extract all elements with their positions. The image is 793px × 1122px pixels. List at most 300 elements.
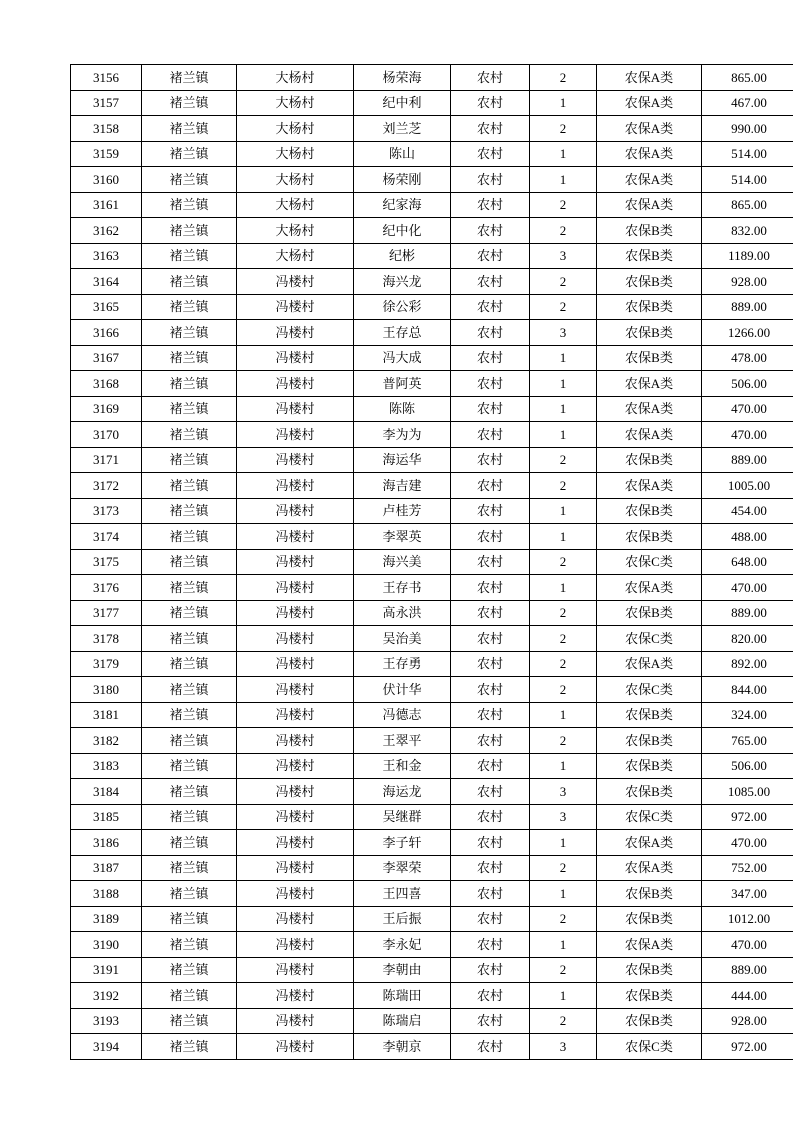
cell-household-type: 农村 bbox=[451, 932, 530, 958]
cell-person-count: 2 bbox=[530, 651, 597, 677]
cell-household-type: 农村 bbox=[451, 881, 530, 907]
table-row bbox=[71, 345, 793, 371]
cell-household-type: 农村 bbox=[451, 371, 530, 397]
table-row bbox=[71, 626, 793, 652]
cell-person-count: 1 bbox=[530, 498, 597, 524]
cell-town: 褚兰镇 bbox=[142, 881, 237, 907]
cell-person-count: 2 bbox=[530, 626, 597, 652]
cell-amount: 889.00 bbox=[702, 600, 793, 626]
cell-household-type: 农村 bbox=[451, 626, 530, 652]
cell-town: 褚兰镇 bbox=[142, 651, 237, 677]
cell-name: 吴继群 bbox=[354, 804, 451, 830]
cell-amount: 444.00 bbox=[702, 983, 793, 1009]
cell-category: 农保A类 bbox=[597, 855, 702, 881]
cell-town: 褚兰镇 bbox=[142, 320, 237, 346]
cell-category: 农保B类 bbox=[597, 294, 702, 320]
cell-id: 3166 bbox=[71, 320, 142, 346]
cell-village: 冯楼村 bbox=[237, 371, 354, 397]
table-row bbox=[71, 218, 793, 244]
cell-id: 3185 bbox=[71, 804, 142, 830]
cell-name: 杨荣海 bbox=[354, 65, 451, 91]
cell-person-count: 1 bbox=[530, 881, 597, 907]
cell-id: 3186 bbox=[71, 830, 142, 856]
cell-town: 褚兰镇 bbox=[142, 575, 237, 601]
cell-amount: 889.00 bbox=[702, 447, 793, 473]
cell-category: 农保B类 bbox=[597, 498, 702, 524]
table-row bbox=[71, 498, 793, 524]
cell-village: 大杨村 bbox=[237, 167, 354, 193]
cell-town: 褚兰镇 bbox=[142, 473, 237, 499]
cell-town: 褚兰镇 bbox=[142, 830, 237, 856]
cell-amount: 765.00 bbox=[702, 728, 793, 754]
cell-village: 冯楼村 bbox=[237, 906, 354, 932]
cell-amount: 470.00 bbox=[702, 422, 793, 448]
cell-person-count: 2 bbox=[530, 906, 597, 932]
cell-village: 大杨村 bbox=[237, 141, 354, 167]
cell-name: 李朝由 bbox=[354, 957, 451, 983]
cell-household-type: 农村 bbox=[451, 294, 530, 320]
table-row bbox=[71, 396, 793, 422]
table-row bbox=[71, 141, 793, 167]
cell-category: 农保A类 bbox=[597, 116, 702, 142]
cell-household-type: 农村 bbox=[451, 345, 530, 371]
cell-village: 大杨村 bbox=[237, 243, 354, 269]
cell-category: 农保A类 bbox=[597, 830, 702, 856]
cell-category: 农保A类 bbox=[597, 575, 702, 601]
cell-household-type: 农村 bbox=[451, 575, 530, 601]
cell-town: 褚兰镇 bbox=[142, 702, 237, 728]
cell-household-type: 农村 bbox=[451, 447, 530, 473]
cell-amount: 889.00 bbox=[702, 957, 793, 983]
cell-category: 农保C类 bbox=[597, 626, 702, 652]
cell-name: 海运华 bbox=[354, 447, 451, 473]
cell-village: 冯楼村 bbox=[237, 447, 354, 473]
cell-id: 3160 bbox=[71, 167, 142, 193]
cell-household-type: 农村 bbox=[451, 320, 530, 346]
cell-id: 3176 bbox=[71, 575, 142, 601]
cell-category: 农保B类 bbox=[597, 524, 702, 550]
cell-village: 冯楼村 bbox=[237, 320, 354, 346]
cell-person-count: 2 bbox=[530, 269, 597, 295]
cell-person-count: 2 bbox=[530, 447, 597, 473]
cell-town: 褚兰镇 bbox=[142, 65, 237, 91]
cell-category: 农保B类 bbox=[597, 957, 702, 983]
cell-amount: 470.00 bbox=[702, 575, 793, 601]
table-row bbox=[71, 371, 793, 397]
cell-category: 农保A类 bbox=[597, 167, 702, 193]
cell-amount: 1266.00 bbox=[702, 320, 793, 346]
cell-name: 王和金 bbox=[354, 753, 451, 779]
cell-name: 海兴龙 bbox=[354, 269, 451, 295]
cell-name: 冯大成 bbox=[354, 345, 451, 371]
cell-household-type: 农村 bbox=[451, 677, 530, 703]
cell-id: 3190 bbox=[71, 932, 142, 958]
cell-id: 3171 bbox=[71, 447, 142, 473]
cell-amount: 648.00 bbox=[702, 549, 793, 575]
cell-id: 3178 bbox=[71, 626, 142, 652]
cell-town: 褚兰镇 bbox=[142, 294, 237, 320]
cell-town: 褚兰镇 bbox=[142, 269, 237, 295]
cell-category: 农保B类 bbox=[597, 779, 702, 805]
cell-amount: 1085.00 bbox=[702, 779, 793, 805]
cell-village: 冯楼村 bbox=[237, 549, 354, 575]
cell-id: 3156 bbox=[71, 65, 142, 91]
cell-category: 农保C类 bbox=[597, 804, 702, 830]
cell-village: 冯楼村 bbox=[237, 269, 354, 295]
cell-amount: 972.00 bbox=[702, 804, 793, 830]
cell-household-type: 农村 bbox=[451, 1034, 530, 1060]
cell-town: 褚兰镇 bbox=[142, 600, 237, 626]
cell-category: 农保B类 bbox=[597, 320, 702, 346]
cell-person-count: 2 bbox=[530, 677, 597, 703]
table-row bbox=[71, 1008, 793, 1034]
cell-id: 3170 bbox=[71, 422, 142, 448]
cell-name: 冯德志 bbox=[354, 702, 451, 728]
cell-id: 3167 bbox=[71, 345, 142, 371]
table-row bbox=[71, 753, 793, 779]
cell-person-count: 2 bbox=[530, 855, 597, 881]
cell-town: 褚兰镇 bbox=[142, 983, 237, 1009]
cell-amount: 1005.00 bbox=[702, 473, 793, 499]
cell-name: 纪彬 bbox=[354, 243, 451, 269]
table-row bbox=[71, 983, 793, 1009]
cell-household-type: 农村 bbox=[451, 855, 530, 881]
table-row bbox=[71, 90, 793, 116]
cell-town: 褚兰镇 bbox=[142, 422, 237, 448]
cell-category: 农保B类 bbox=[597, 728, 702, 754]
cell-name: 王存勇 bbox=[354, 651, 451, 677]
cell-amount: 506.00 bbox=[702, 753, 793, 779]
cell-household-type: 农村 bbox=[451, 728, 530, 754]
cell-person-count: 1 bbox=[530, 830, 597, 856]
cell-id: 3157 bbox=[71, 90, 142, 116]
table-row bbox=[71, 600, 793, 626]
cell-person-count: 3 bbox=[530, 804, 597, 830]
cell-village: 冯楼村 bbox=[237, 1034, 354, 1060]
cell-amount: 1189.00 bbox=[702, 243, 793, 269]
cell-id: 3189 bbox=[71, 906, 142, 932]
cell-amount: 470.00 bbox=[702, 932, 793, 958]
cell-amount: 990.00 bbox=[702, 116, 793, 142]
cell-amount: 832.00 bbox=[702, 218, 793, 244]
cell-category: 农保A类 bbox=[597, 651, 702, 677]
cell-household-type: 农村 bbox=[451, 396, 530, 422]
table-row bbox=[71, 192, 793, 218]
cell-name: 海吉建 bbox=[354, 473, 451, 499]
table-row bbox=[71, 116, 793, 142]
table-body bbox=[71, 65, 793, 1060]
cell-amount: 889.00 bbox=[702, 294, 793, 320]
table-row bbox=[71, 957, 793, 983]
cell-amount: 488.00 bbox=[702, 524, 793, 550]
cell-person-count: 1 bbox=[530, 167, 597, 193]
cell-id: 3184 bbox=[71, 779, 142, 805]
cell-town: 褚兰镇 bbox=[142, 779, 237, 805]
cell-category: 农保A类 bbox=[597, 932, 702, 958]
cell-town: 褚兰镇 bbox=[142, 804, 237, 830]
cell-amount: 1012.00 bbox=[702, 906, 793, 932]
cell-category: 农保C类 bbox=[597, 549, 702, 575]
cell-category: 农保A类 bbox=[597, 90, 702, 116]
cell-category: 农保A类 bbox=[597, 422, 702, 448]
cell-category: 农保A类 bbox=[597, 141, 702, 167]
cell-category: 农保C类 bbox=[597, 1034, 702, 1060]
cell-village: 大杨村 bbox=[237, 65, 354, 91]
cell-id: 3175 bbox=[71, 549, 142, 575]
cell-person-count: 3 bbox=[530, 779, 597, 805]
cell-id: 3164 bbox=[71, 269, 142, 295]
cell-name: 王后振 bbox=[354, 906, 451, 932]
cell-village: 冯楼村 bbox=[237, 498, 354, 524]
cell-household-type: 农村 bbox=[451, 651, 530, 677]
cell-town: 褚兰镇 bbox=[142, 855, 237, 881]
table-row bbox=[71, 65, 793, 91]
cell-town: 褚兰镇 bbox=[142, 116, 237, 142]
cell-amount: 865.00 bbox=[702, 65, 793, 91]
cell-household-type: 农村 bbox=[451, 141, 530, 167]
cell-town: 褚兰镇 bbox=[142, 1008, 237, 1034]
cell-name: 杨荣刚 bbox=[354, 167, 451, 193]
cell-person-count: 2 bbox=[530, 957, 597, 983]
cell-person-count: 2 bbox=[530, 294, 597, 320]
cell-category: 农保A类 bbox=[597, 65, 702, 91]
cell-household-type: 农村 bbox=[451, 473, 530, 499]
cell-amount: 467.00 bbox=[702, 90, 793, 116]
cell-village: 冯楼村 bbox=[237, 626, 354, 652]
cell-amount: 347.00 bbox=[702, 881, 793, 907]
cell-id: 3168 bbox=[71, 371, 142, 397]
cell-town: 褚兰镇 bbox=[142, 753, 237, 779]
cell-person-count: 3 bbox=[530, 1034, 597, 1060]
cell-town: 褚兰镇 bbox=[142, 626, 237, 652]
cell-household-type: 农村 bbox=[451, 830, 530, 856]
cell-id: 3158 bbox=[71, 116, 142, 142]
cell-person-count: 2 bbox=[530, 549, 597, 575]
table-row bbox=[71, 167, 793, 193]
cell-village: 大杨村 bbox=[237, 192, 354, 218]
cell-village: 冯楼村 bbox=[237, 881, 354, 907]
table-row bbox=[71, 473, 793, 499]
cell-town: 褚兰镇 bbox=[142, 447, 237, 473]
cell-household-type: 农村 bbox=[451, 218, 530, 244]
cell-name: 徐公彩 bbox=[354, 294, 451, 320]
cell-town: 褚兰镇 bbox=[142, 218, 237, 244]
table-row bbox=[71, 447, 793, 473]
cell-amount: 820.00 bbox=[702, 626, 793, 652]
cell-id: 3183 bbox=[71, 753, 142, 779]
cell-name: 李翠英 bbox=[354, 524, 451, 550]
table-row bbox=[71, 575, 793, 601]
cell-id: 3165 bbox=[71, 294, 142, 320]
table-row bbox=[71, 906, 793, 932]
cell-category: 农保B类 bbox=[597, 447, 702, 473]
cell-amount: 752.00 bbox=[702, 855, 793, 881]
cell-village: 冯楼村 bbox=[237, 1008, 354, 1034]
cell-village: 冯楼村 bbox=[237, 294, 354, 320]
cell-id: 3159 bbox=[71, 141, 142, 167]
subsidy-table bbox=[70, 64, 793, 1060]
cell-category: 农保B类 bbox=[597, 345, 702, 371]
cell-person-count: 2 bbox=[530, 1008, 597, 1034]
cell-person-count: 1 bbox=[530, 524, 597, 550]
cell-household-type: 农村 bbox=[451, 90, 530, 116]
cell-id: 3191 bbox=[71, 957, 142, 983]
cell-person-count: 3 bbox=[530, 243, 597, 269]
cell-town: 褚兰镇 bbox=[142, 549, 237, 575]
cell-category: 农保A类 bbox=[597, 473, 702, 499]
cell-person-count: 2 bbox=[530, 116, 597, 142]
cell-id: 3181 bbox=[71, 702, 142, 728]
table-row bbox=[71, 243, 793, 269]
cell-person-count: 1 bbox=[530, 141, 597, 167]
cell-amount: 972.00 bbox=[702, 1034, 793, 1060]
cell-village: 冯楼村 bbox=[237, 702, 354, 728]
table-row bbox=[71, 779, 793, 805]
cell-household-type: 农村 bbox=[451, 192, 530, 218]
table-row bbox=[71, 728, 793, 754]
cell-id: 3162 bbox=[71, 218, 142, 244]
cell-village: 冯楼村 bbox=[237, 396, 354, 422]
cell-name: 陈瑞启 bbox=[354, 1008, 451, 1034]
table-row bbox=[71, 830, 793, 856]
cell-village: 冯楼村 bbox=[237, 779, 354, 805]
table-row bbox=[71, 269, 793, 295]
cell-household-type: 农村 bbox=[451, 702, 530, 728]
cell-id: 3172 bbox=[71, 473, 142, 499]
table-row bbox=[71, 294, 793, 320]
cell-person-count: 1 bbox=[530, 345, 597, 371]
cell-amount: 470.00 bbox=[702, 396, 793, 422]
table-row bbox=[71, 524, 793, 550]
cell-amount: 514.00 bbox=[702, 167, 793, 193]
table-row bbox=[71, 422, 793, 448]
table-row bbox=[71, 1034, 793, 1060]
cell-name: 陈山 bbox=[354, 141, 451, 167]
cell-town: 褚兰镇 bbox=[142, 677, 237, 703]
cell-name: 李朝京 bbox=[354, 1034, 451, 1060]
table-row bbox=[71, 702, 793, 728]
table-row bbox=[71, 855, 793, 881]
cell-person-count: 2 bbox=[530, 600, 597, 626]
cell-category: 农保B类 bbox=[597, 218, 702, 244]
cell-id: 3174 bbox=[71, 524, 142, 550]
cell-name: 纪家海 bbox=[354, 192, 451, 218]
cell-name: 伏计华 bbox=[354, 677, 451, 703]
cell-village: 冯楼村 bbox=[237, 804, 354, 830]
cell-town: 褚兰镇 bbox=[142, 728, 237, 754]
cell-amount: 324.00 bbox=[702, 702, 793, 728]
cell-town: 褚兰镇 bbox=[142, 167, 237, 193]
cell-id: 3188 bbox=[71, 881, 142, 907]
cell-town: 褚兰镇 bbox=[142, 524, 237, 550]
table-row bbox=[71, 651, 793, 677]
cell-household-type: 农村 bbox=[451, 243, 530, 269]
cell-category: 农保B类 bbox=[597, 881, 702, 907]
cell-village: 大杨村 bbox=[237, 116, 354, 142]
cell-household-type: 农村 bbox=[451, 549, 530, 575]
cell-category: 农保A类 bbox=[597, 371, 702, 397]
cell-person-count: 1 bbox=[530, 371, 597, 397]
cell-amount: 478.00 bbox=[702, 345, 793, 371]
cell-village: 冯楼村 bbox=[237, 983, 354, 1009]
cell-name: 普阿英 bbox=[354, 371, 451, 397]
cell-person-count: 2 bbox=[530, 728, 597, 754]
cell-person-count: 1 bbox=[530, 575, 597, 601]
cell-category: 农保B类 bbox=[597, 983, 702, 1009]
cell-town: 褚兰镇 bbox=[142, 371, 237, 397]
table-row bbox=[71, 320, 793, 346]
cell-id: 3169 bbox=[71, 396, 142, 422]
cell-category: 农保B类 bbox=[597, 600, 702, 626]
cell-village: 冯楼村 bbox=[237, 957, 354, 983]
cell-town: 褚兰镇 bbox=[142, 345, 237, 371]
cell-name: 海兴美 bbox=[354, 549, 451, 575]
table-row bbox=[71, 549, 793, 575]
cell-name: 王存书 bbox=[354, 575, 451, 601]
cell-category: 农保B类 bbox=[597, 702, 702, 728]
cell-household-type: 农村 bbox=[451, 957, 530, 983]
cell-person-count: 1 bbox=[530, 396, 597, 422]
cell-name: 吴治美 bbox=[354, 626, 451, 652]
cell-household-type: 农村 bbox=[451, 983, 530, 1009]
cell-category: 农保A类 bbox=[597, 396, 702, 422]
cell-name: 李为为 bbox=[354, 422, 451, 448]
cell-household-type: 农村 bbox=[451, 65, 530, 91]
cell-household-type: 农村 bbox=[451, 116, 530, 142]
cell-amount: 844.00 bbox=[702, 677, 793, 703]
cell-id: 3182 bbox=[71, 728, 142, 754]
cell-household-type: 农村 bbox=[451, 779, 530, 805]
cell-id: 3161 bbox=[71, 192, 142, 218]
cell-name: 王翠平 bbox=[354, 728, 451, 754]
cell-household-type: 农村 bbox=[451, 167, 530, 193]
cell-category: 农保A类 bbox=[597, 192, 702, 218]
cell-name: 卢桂芳 bbox=[354, 498, 451, 524]
cell-name: 纪中化 bbox=[354, 218, 451, 244]
cell-name: 陈瑞田 bbox=[354, 983, 451, 1009]
cell-name: 王四喜 bbox=[354, 881, 451, 907]
cell-id: 3173 bbox=[71, 498, 142, 524]
cell-id: 3180 bbox=[71, 677, 142, 703]
cell-id: 3193 bbox=[71, 1008, 142, 1034]
cell-amount: 865.00 bbox=[702, 192, 793, 218]
cell-town: 褚兰镇 bbox=[142, 1034, 237, 1060]
cell-household-type: 农村 bbox=[451, 753, 530, 779]
cell-person-count: 2 bbox=[530, 192, 597, 218]
cell-amount: 470.00 bbox=[702, 830, 793, 856]
cell-town: 褚兰镇 bbox=[142, 243, 237, 269]
cell-category: 农保B类 bbox=[597, 243, 702, 269]
cell-town: 褚兰镇 bbox=[142, 192, 237, 218]
cell-village: 冯楼村 bbox=[237, 422, 354, 448]
table-row bbox=[71, 677, 793, 703]
cell-name: 纪中利 bbox=[354, 90, 451, 116]
cell-amount: 506.00 bbox=[702, 371, 793, 397]
cell-amount: 928.00 bbox=[702, 269, 793, 295]
cell-town: 褚兰镇 bbox=[142, 498, 237, 524]
cell-village: 大杨村 bbox=[237, 90, 354, 116]
cell-id: 3187 bbox=[71, 855, 142, 881]
cell-person-count: 1 bbox=[530, 422, 597, 448]
cell-person-count: 3 bbox=[530, 320, 597, 346]
cell-name: 高永洪 bbox=[354, 600, 451, 626]
cell-id: 3163 bbox=[71, 243, 142, 269]
cell-category: 农保B类 bbox=[597, 906, 702, 932]
cell-village: 冯楼村 bbox=[237, 524, 354, 550]
cell-household-type: 农村 bbox=[451, 906, 530, 932]
cell-household-type: 农村 bbox=[451, 524, 530, 550]
cell-household-type: 农村 bbox=[451, 422, 530, 448]
